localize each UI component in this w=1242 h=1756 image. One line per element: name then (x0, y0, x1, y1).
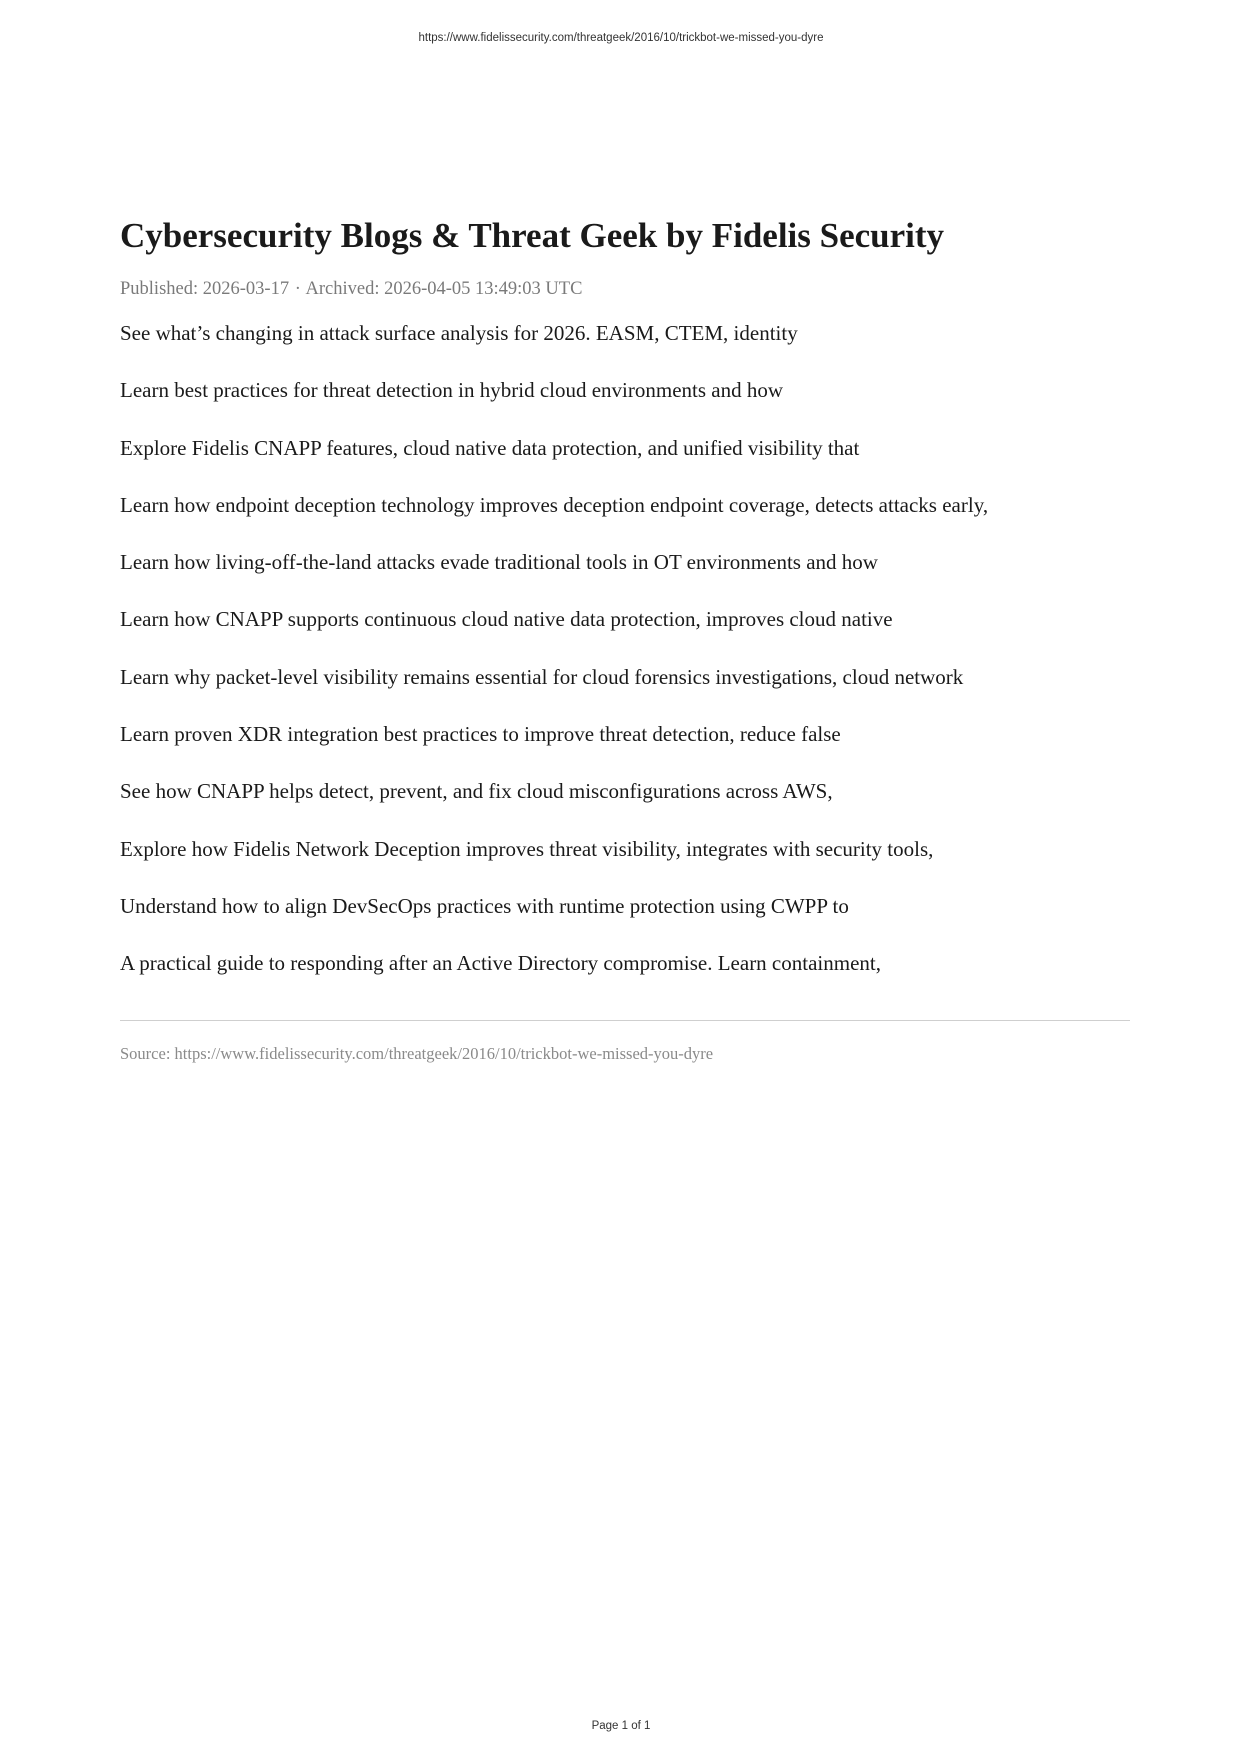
published-date: Published: 2026-03-17 (120, 279, 290, 299)
summary-item: See what’s changing in attack surface analysis for 2026. EASM, CTEM, identity (120, 321, 798, 345)
article-meta (120, 277, 1130, 301)
summary-list (120, 318, 1130, 978)
page-title: Cybersecurity Blogs & Threat Geek by Fidelis Security (120, 216, 945, 255)
summary-item: Understand how to align DevSecOps practices with runtime protection using CWPP to (120, 893, 849, 918)
summary-item: Learn why packet-level visibility remains essential for cloud forensics investigations, cloud network (120, 664, 964, 689)
divider (120, 1020, 1130, 1021)
summary-item: Explore how Fidelis Network Deception improves threat visibility, integrates with security tools, (120, 836, 934, 861)
page-header-url: https://www.fidelissecurity.com/threatgeek/2016/10/trickbot-we-missed-you-dyre (418, 32, 824, 44)
meta-separator: · (294, 279, 301, 299)
summary-item: Learn how endpoint deception technology improves deception endpoint coverage, detects attacks early, (120, 492, 989, 517)
archived-date: Archived: 2026-04-05 13:49:03 UTC (305, 279, 583, 299)
summary-item: Learn best practices for threat detection in hybrid cloud environments and how (120, 378, 784, 403)
summary-item: Explore Fidelis CNAPP features, cloud native data protection, and unified visibility that (120, 435, 860, 460)
summary-item: Learn proven XDR integration best practices to improve threat detection, reduce false (120, 722, 841, 747)
source-citation: Source: https://www.fidelissecurity.com/threatgeek/2016/10/trickbot-we-missed-you-dyre (120, 1044, 714, 1064)
summary-item: Learn how living-off-the-land attacks evade traditional tools in OT environments and how (120, 550, 878, 575)
summary-item: See how CNAPP helps detect, prevent, and fix cloud misconfigurations across AWS, (120, 779, 833, 804)
summary-item: Learn how CNAPP supports continuous cloud native data protection, improves cloud native (120, 607, 893, 632)
article (120, 214, 1130, 1065)
summary-item: A practical guide to responding after an Active Directory compromise. Learn containment, (120, 951, 881, 976)
page-number: Page 1 of 1 (591, 1720, 651, 1732)
